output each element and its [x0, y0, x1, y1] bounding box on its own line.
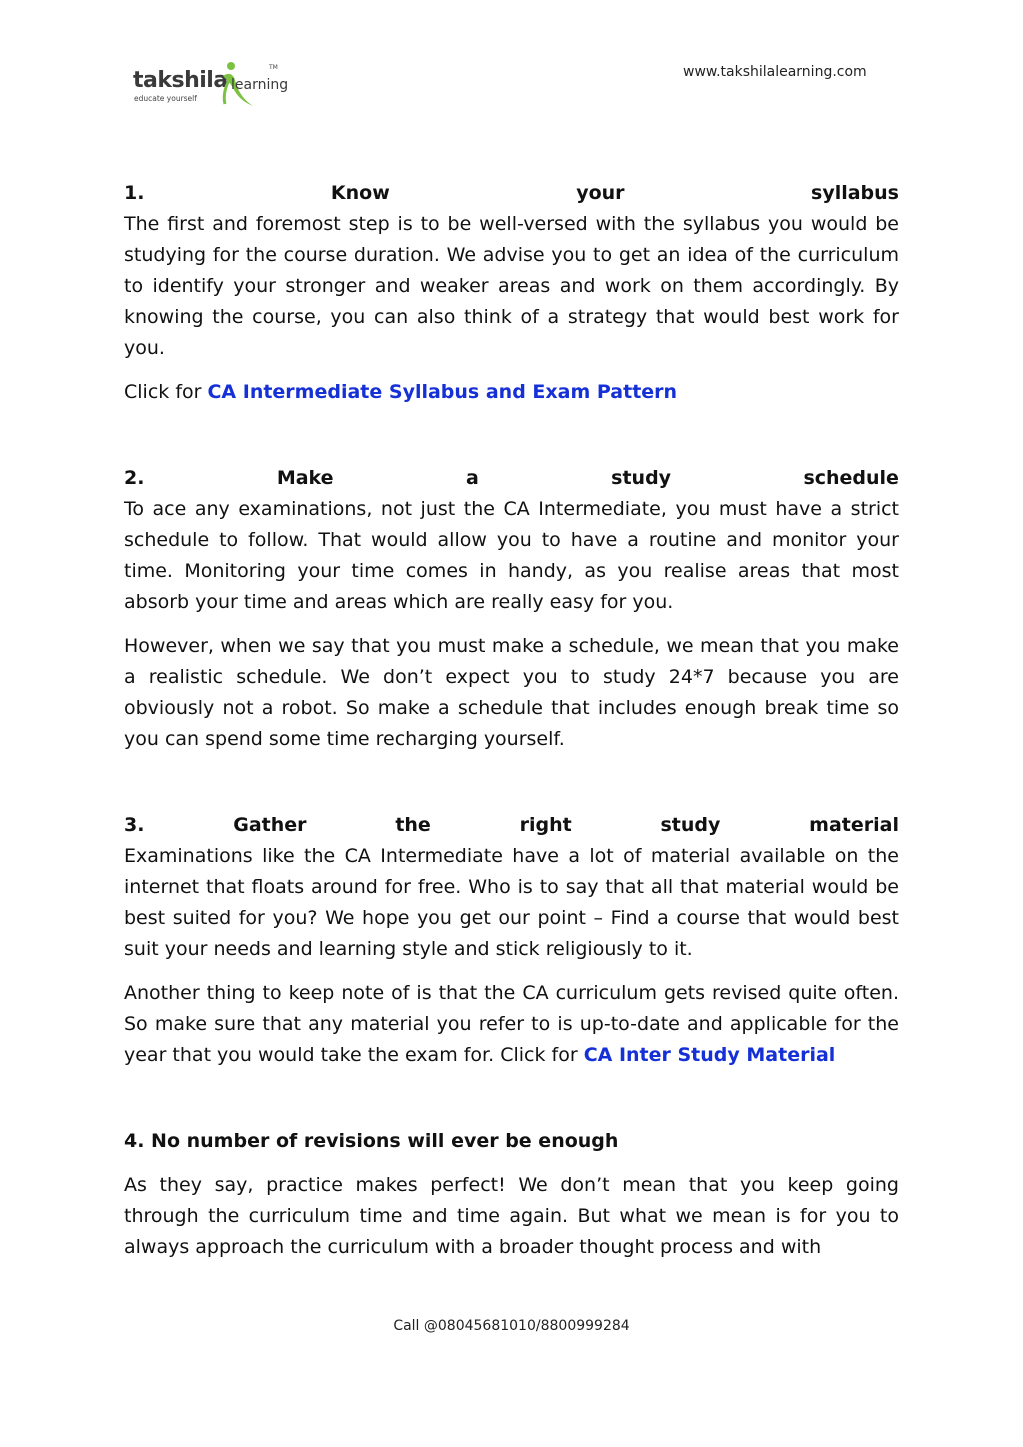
- heading-word: your: [576, 182, 625, 204]
- logo-learning-text: learning: [231, 77, 289, 93]
- heading-word: 3.: [124, 814, 145, 836]
- heading-word: study: [611, 467, 672, 489]
- syllabus-link-line: [124, 377, 899, 408]
- footer-contact: Call @08045681010/8800999284: [393, 1318, 630, 1334]
- heading-word: right: [519, 814, 572, 836]
- section-4-paragraph: As they say, practice makes perfect! We don’t mean that you keep going through the curriculum time and time again. But what we mean is for you to always approach the curriculum with a broader thought process and with: [124, 1174, 899, 1258]
- section-3-heading: [124, 810, 899, 841]
- heading-word: Know: [330, 182, 390, 204]
- heading-word: schedule: [803, 467, 899, 489]
- paragraph-text: Another thing to keep note of is that the CA curriculum gets revised quite often. So make sure that any material you refer to is up-to-date and applicable for the year that you would take the exam for. Click for: [124, 982, 899, 1066]
- heading-word: Make: [276, 467, 334, 489]
- link-prefix: Click for: [124, 381, 208, 403]
- ca-intermediate-syllabus-link[interactable]: CA Intermediate Syllabus and Exam Pattern: [207, 381, 678, 403]
- article-content: [124, 178, 899, 1263]
- heading-word: study: [660, 814, 721, 836]
- ca-inter-study-material-link[interactable]: CA Inter Study Material: [583, 1044, 836, 1066]
- heading-word: 2.: [124, 467, 145, 489]
- heading-word: the: [395, 814, 431, 836]
- takshila-logo[interactable]: [128, 58, 288, 110]
- logo-trademark: TM: [269, 64, 278, 71]
- heading-word: material: [809, 814, 899, 836]
- section-1-heading: [124, 178, 899, 209]
- heading-word: syllabus: [811, 182, 899, 204]
- section-3-paragraph-2: [124, 978, 899, 1071]
- heading-word: Gather: [233, 814, 307, 836]
- section-3-paragraph-1: Examinations like the CA Intermediate have a lot of material available on the internet that floats around for free. Who is to say that all that material would be best suited for you? We hope you get our point – Find a course that would best suit your needs and learning style and stick religiously to it.: [124, 845, 899, 960]
- logo-brand-text: takshila: [133, 68, 228, 93]
- heading-word: a: [465, 467, 479, 489]
- section-2-paragraph-2: However, when we say that you must make a schedule, we mean that you make a realistic schedule. We don’t expect you to study 24*7 because you are obviously not a robot. So make a schedule that includes enough break time so you can spend some time recharging yourself.: [124, 635, 899, 750]
- heading-word: 1.: [124, 182, 145, 204]
- logo-tagline: educate yourself: [134, 94, 197, 103]
- section-4-heading: 4. No number of revisions will ever be enough: [124, 1130, 619, 1152]
- section-2-paragraph-1: To ace any examinations, not just the CA Intermediate, you must have a strict schedule to follow. That would allow you to have a routine and monitor your time. Monitoring your time comes in handy, as you realise areas that most absorb your time and areas which are really easy for you.: [124, 498, 899, 613]
- section-2-heading: [124, 463, 899, 494]
- website-url[interactable]: www.takshilalearning.com: [683, 64, 867, 80]
- section-1-paragraph: The first and foremost step is to be well-versed with the syllabus you would be studying for the course duration. We advise you to get an idea of the curriculum to identify your stronger and weaker areas and work on them accordingly. By knowing the course, you can also think of a strategy that would best work for you.: [124, 213, 899, 359]
